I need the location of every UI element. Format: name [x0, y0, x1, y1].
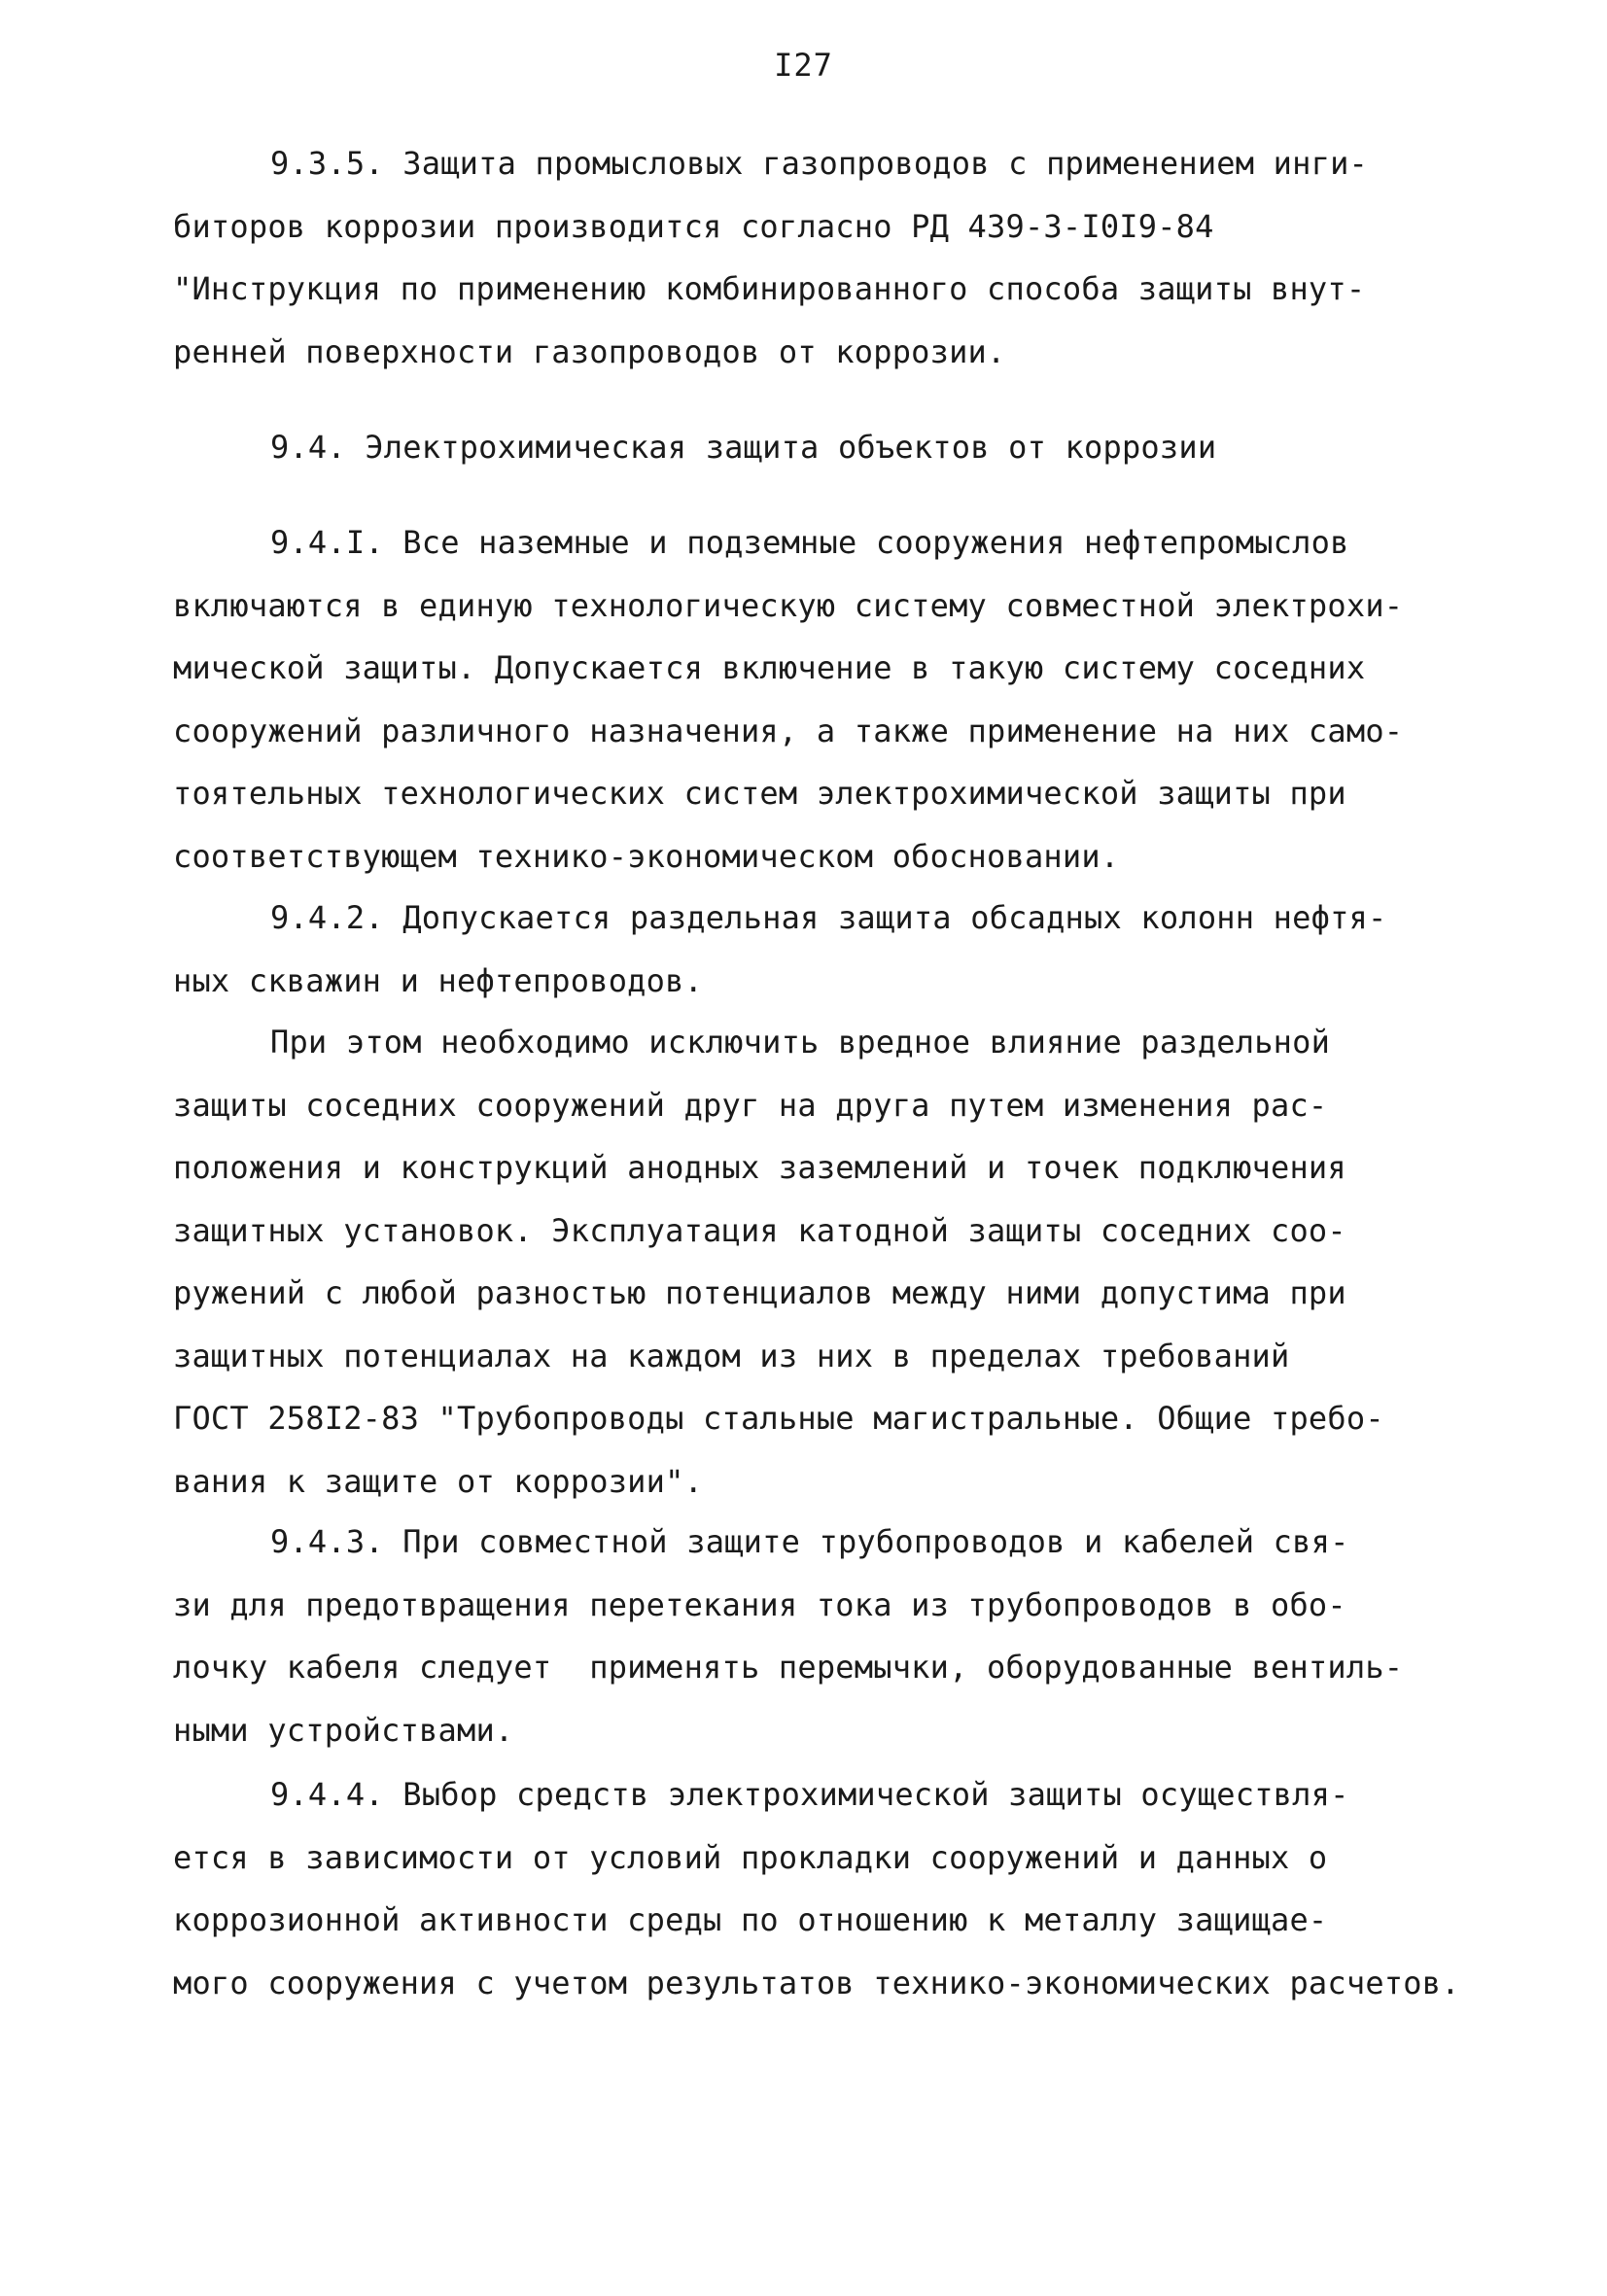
text-line: вания к защите от коррозии".: [173, 1462, 704, 1500]
text-line: ными устройствами.: [173, 1711, 514, 1749]
text-line: ется в зависимости от условий прокладки сооружений и данных о: [173, 1838, 1328, 1876]
text-line: зи для предотвращения перетекания тока из трубопроводов в обо-: [173, 1585, 1346, 1623]
text-line: биторов коррозии производится согласно РД 439-3-I0I9-84: [173, 207, 1214, 245]
section-heading-9-4: [173, 416, 1466, 479]
text-line: ренней поверхности газопроводов от коррозии.: [173, 332, 1006, 370]
paragraph-9-4-1: [173, 511, 1466, 887]
section-heading: 9.4. Электрохимическая защита объектов от коррозии: [270, 429, 1217, 466]
text-line: 9.4.4. Выбор средств электрохимической защиты осуществля-: [270, 1776, 1349, 1813]
text-line: 9.4.3. При совместной защите трубопроводов и кабелей свя-: [270, 1523, 1349, 1560]
paragraph-9-4-4: [173, 1763, 1466, 2014]
paragraph-9-4-3: [173, 1511, 1466, 1761]
paragraph-9-3-5: [173, 132, 1466, 383]
text-line: положения и конструкций анодных заземлений и точек подключения: [173, 1149, 1346, 1186]
text-line: включаются в единую технологическую систему совместной электрохи-: [173, 586, 1404, 624]
text-line: 9.4.2. Допускается раздельная защита обсадных колонн нефтя-: [270, 899, 1387, 936]
text-line: При этом необходимо исключить вредное влияние раздельной: [270, 1024, 1331, 1061]
text-line: лочку кабеля следует применять перемычки, оборудованные вентиль-: [173, 1649, 1404, 1686]
text-line: ГОСТ 258I2-83 "Трубопроводы стальные магистральные. Общие требо-: [173, 1400, 1384, 1437]
page-number: I27: [774, 47, 833, 84]
text-line: мической защиты. Допускается включение в такую систему соседних: [173, 649, 1366, 686]
text-line: ных скважин и нефтепроводов.: [173, 961, 704, 999]
paragraph-9-4-2-continuation: [173, 1011, 1466, 1513]
text-line: защитных установок. Эксплуатация катодной защиты соседних соо-: [173, 1211, 1346, 1249]
text-line: сооружений различного назначения, а также применение на них само-: [173, 712, 1404, 749]
text-line: тоятельных технологических систем электрохимической защиты при: [173, 775, 1346, 812]
paragraph-9-4-2: [173, 887, 1466, 1012]
text-line: 9.3.5. Защита промысловых газопроводов с применением инги-: [270, 145, 1369, 182]
text-line: защиты соседних сооружений друг на друга путем изменения рас-: [173, 1086, 1328, 1124]
text-line: защитных потенциалах на каждом из них в пределах требований: [173, 1337, 1290, 1374]
text-line: "Инструкция по применению комбинированного способа защиты внут-: [173, 270, 1366, 307]
text-line: мого сооружения с учетом результатов технико-экономических расчетов.: [173, 1964, 1460, 2001]
text-line: 9.4.I. Все наземные и подземные сооружения нефтепромыслов: [270, 524, 1349, 561]
text-line: коррозионной активности среды по отношению к металлу защищае-: [173, 1901, 1328, 1938]
text-line: ружений с любой разностью потенциалов между ними допустима при: [173, 1274, 1346, 1311]
text-line: соответствующем технико-экономическом обосновании.: [173, 837, 1120, 875]
